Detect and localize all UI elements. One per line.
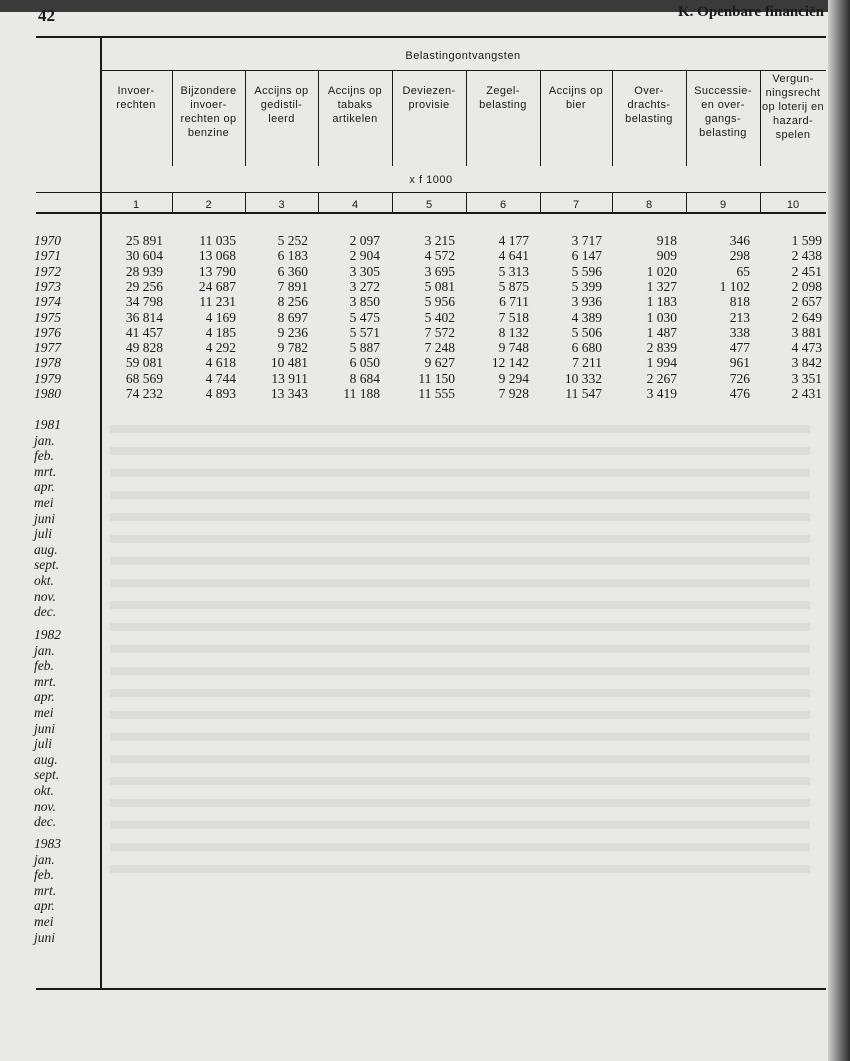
column-header-line: belasting (479, 99, 527, 111)
month-label: feb. (34, 658, 54, 674)
column-header-line: Invoer- (117, 85, 155, 97)
table-cell: 3 351 (791, 370, 822, 386)
column-header-line: Accijns op (254, 85, 309, 97)
table-cell: 298 (729, 248, 750, 264)
table-cell: 6 147 (571, 248, 602, 264)
table-cell: 8 256 (277, 294, 308, 310)
row-year: 1978 (34, 355, 61, 371)
table-cell: 8 684 (349, 370, 380, 386)
table-cell: 41 457 (125, 324, 163, 340)
table-cell: 1 030 (646, 309, 677, 325)
month-label: juli (34, 736, 53, 752)
column-number: 7 (572, 199, 580, 211)
table-cell: 5 596 (571, 263, 602, 279)
table-cell: 11 231 (199, 294, 236, 310)
page-number: 42 (38, 6, 55, 25)
month-label: apr. (34, 479, 55, 495)
table-cell: 2 839 (646, 340, 677, 356)
month-label: jan. (34, 851, 55, 867)
row-year: 1976 (34, 324, 61, 340)
table-cell: 3 936 (571, 294, 602, 310)
table-cell: 9 782 (277, 340, 308, 356)
table-cell: 1 183 (646, 294, 677, 310)
table-cell: 6 050 (349, 355, 380, 371)
table-cell: 818 (729, 294, 750, 310)
super-header: Belastingontvangsten (405, 50, 521, 62)
column-header-line: Over- (634, 85, 664, 97)
table-cell: 4 185 (205, 324, 236, 340)
column-header-line: invoer- (190, 99, 227, 111)
column-header-line: drachts- (627, 99, 671, 111)
table-cell: 3 305 (349, 263, 380, 279)
month-label: apr. (34, 689, 55, 705)
table-cell: 25 891 (125, 233, 163, 248)
table-cell: 2 438 (791, 248, 822, 264)
row-year: 1970 (34, 233, 61, 248)
table-cell: 2 431 (791, 386, 822, 401)
column-number: 1 (132, 199, 140, 211)
column-header (760, 72, 826, 142)
table-cell: 11 188 (343, 386, 380, 401)
table-cell: 7 518 (498, 309, 529, 325)
table-cell: 3 881 (791, 324, 822, 340)
column-header (245, 84, 318, 126)
table-cell: 13 068 (198, 248, 236, 264)
month-label: mei (34, 495, 54, 510)
column-header-line: rechten op (180, 113, 237, 125)
table-cell: 4 572 (424, 248, 455, 264)
table-cell: 477 (729, 340, 750, 356)
table-cell: 24 687 (198, 278, 236, 294)
table-cell: 7 248 (424, 340, 455, 356)
column-header-line: provisie (408, 99, 450, 111)
row-year: 1975 (34, 309, 61, 325)
table-cell: 5 506 (571, 324, 602, 340)
table-cell: 49 828 (125, 340, 163, 356)
table-cell: 36 814 (125, 309, 163, 325)
colnum-top-rule (36, 192, 826, 193)
table-cell: 59 081 (125, 355, 163, 371)
table-cell: 8 697 (277, 309, 308, 325)
month-label: dec. (34, 604, 57, 620)
column-header-line: Successie- (694, 85, 752, 97)
table-cell: 1 020 (646, 263, 677, 279)
column-header-line: rechten (116, 99, 156, 111)
table-cell: 74 232 (125, 386, 163, 401)
column-header-line: Accijns op (548, 85, 604, 97)
table-cell: 4 473 (791, 340, 822, 356)
table-cell: 1 487 (646, 324, 677, 340)
row-year: 1980 (34, 386, 61, 401)
table-cell: 6 360 (277, 263, 308, 279)
table-cell: 9 748 (498, 340, 529, 356)
month-label: mrt. (34, 673, 57, 689)
column-number: 4 (351, 199, 359, 211)
table-cell: 338 (729, 324, 750, 340)
month-label: okt. (34, 573, 54, 588)
block-year: 1981 (34, 417, 61, 432)
month-label: nov. (34, 798, 56, 814)
row-year: 1974 (34, 294, 61, 310)
column-header-line: op loterij en (761, 101, 825, 113)
row-year: 1972 (34, 263, 61, 279)
table-cell: 4 169 (205, 309, 236, 325)
table-cell: 6 680 (571, 340, 602, 356)
column-number: 8 (645, 199, 653, 211)
table-cell: 3 695 (424, 263, 455, 279)
column-header-line: benzine (187, 127, 230, 139)
chapter-title: K. Openbare financiën (678, 4, 824, 20)
column-number: 5 (425, 199, 433, 211)
table-cell: 8 132 (498, 324, 529, 340)
table-cell: 3 419 (646, 386, 677, 401)
column-header-line: ningsrecht (765, 87, 821, 99)
column-number: 3 (278, 199, 285, 211)
table-cell: 5 875 (498, 278, 529, 294)
month-label: sept. (34, 557, 60, 573)
unit-label: x f 1000 (396, 174, 466, 186)
month-label: jan. (34, 432, 55, 448)
table-cell: 726 (729, 370, 750, 386)
month-label: juni (34, 929, 56, 945)
column-header-line: gedistil- (260, 99, 303, 111)
table-cell: 9 627 (424, 355, 455, 371)
table-cell: 5 402 (424, 309, 455, 325)
month-label: mrt. (34, 882, 57, 898)
month-label: okt. (34, 783, 54, 798)
table-cell: 5 252 (277, 233, 308, 248)
table-cell: 13 911 (271, 370, 308, 386)
column-header-line: Bijzondere (180, 85, 237, 97)
table-cell: 2 451 (791, 263, 822, 279)
month-label: feb. (34, 867, 54, 883)
table-cell: 2 267 (646, 370, 677, 386)
table-cell: 13 343 (270, 386, 308, 401)
table-cell: 10 332 (564, 370, 602, 386)
column-header-line: spelen (775, 129, 811, 141)
table-cell: 2 649 (791, 309, 822, 325)
table-cell: 4 292 (205, 340, 236, 356)
show-through-texture (110, 425, 810, 875)
block-year: 1982 (34, 627, 61, 642)
table-cell: 346 (729, 233, 750, 248)
column-number: 10 (786, 199, 800, 211)
column-header-line: bier (566, 99, 586, 111)
table-cell: 6 183 (277, 248, 308, 264)
month-label: juni (34, 510, 56, 526)
table-cell: 5 081 (424, 278, 455, 294)
column-header-line: en over- (701, 99, 745, 111)
table-cell: 11 150 (418, 370, 455, 386)
table-cell: 11 035 (199, 233, 236, 248)
table-cell: 11 547 (565, 386, 602, 401)
column-header (172, 84, 245, 140)
table-cell: 10 481 (270, 355, 308, 371)
table-cell: 2 657 (791, 294, 822, 310)
table-cell: 11 555 (418, 386, 455, 401)
table-cell: 12 142 (491, 355, 529, 371)
month-label: mei (34, 705, 54, 720)
row-year: 1977 (34, 340, 61, 356)
row-year: 1971 (34, 248, 61, 264)
column-header-line: gangs- (704, 113, 742, 125)
month-label: aug. (34, 751, 58, 767)
table-cell: 30 604 (125, 248, 163, 264)
colnum-bottom-rule (36, 212, 826, 214)
table-cell: 4 744 (205, 370, 236, 386)
table-cell: 29 256 (125, 278, 163, 294)
table-cell: 2 098 (791, 278, 822, 294)
column-number: 2 (205, 199, 212, 211)
column-number: 6 (499, 199, 507, 211)
column-header-line: artikelen (332, 113, 378, 125)
column-header (540, 84, 612, 112)
table-cell: 3 215 (424, 233, 455, 248)
block-year: 1983 (34, 836, 61, 851)
table-cell: 1 102 (719, 278, 750, 294)
column-header-line: Accijns op (327, 85, 383, 97)
column-header-line: Deviezen- (402, 85, 456, 97)
table-cell: 5 399 (571, 278, 602, 294)
table-cell: 7 572 (424, 324, 455, 340)
month-label: nov. (34, 588, 56, 604)
table-cell: 4 641 (498, 248, 529, 264)
table-cell: 2 904 (349, 248, 380, 264)
column-header (100, 84, 172, 112)
month-label: jan. (34, 642, 55, 658)
table-cell: 213 (729, 309, 750, 325)
column-header (466, 84, 540, 112)
month-label: feb. (34, 448, 54, 464)
column-header (318, 84, 392, 126)
table-cell: 13 790 (198, 263, 236, 279)
column-header-line: belasting (699, 127, 747, 139)
table-cell: 34 798 (125, 294, 163, 310)
table-cell: 7 891 (277, 278, 308, 294)
column-number: 9 (719, 199, 727, 211)
table-cell: 3 850 (349, 294, 380, 310)
table-cell: 476 (729, 386, 750, 401)
month-label: apr. (34, 898, 55, 914)
month-label: sept. (34, 767, 60, 783)
table-cell: 5 475 (349, 309, 380, 325)
column-header-line: leerd (268, 113, 295, 125)
table-cell: 9 294 (498, 370, 529, 386)
month-label: juni (34, 720, 56, 736)
table-cell: 961 (729, 355, 750, 371)
table-cell: 5 571 (349, 324, 380, 340)
table-cell: 3 842 (791, 355, 822, 371)
table-cell: 4 618 (205, 355, 236, 371)
table-cell: 7 928 (498, 386, 529, 401)
column-header (392, 84, 466, 112)
table-cell: 1 994 (646, 355, 677, 371)
table-cell: 4 893 (205, 386, 236, 401)
table-cell: 4 389 (571, 309, 602, 325)
table-cell: 4 177 (498, 233, 529, 248)
column-header (612, 84, 686, 126)
column-header-line: tabaks (337, 99, 373, 111)
page-binding-shadow (828, 0, 850, 1061)
table-cell: 909 (656, 248, 677, 264)
subheader-rule (100, 70, 826, 71)
column-header-line: Vergun- (772, 73, 814, 85)
table-cell: 28 939 (125, 263, 163, 279)
month-label: dec. (34, 814, 57, 830)
row-year: 1973 (34, 278, 61, 294)
table-cell: 918 (656, 233, 677, 248)
table-bottom-rule (36, 988, 826, 990)
table-cell: 3 272 (349, 278, 380, 294)
column-header-line: hazard- (772, 115, 814, 127)
table-cell: 2 097 (349, 233, 380, 248)
column-header-line: belasting (625, 113, 673, 125)
month-label: aug. (34, 541, 58, 557)
column-header-line: Zegel- (486, 85, 520, 97)
table-cell: 9 236 (277, 324, 308, 340)
month-label: mei (34, 914, 54, 929)
table-cell: 6 711 (499, 294, 529, 310)
table-top-rule (36, 36, 826, 38)
table-cell: 1 327 (646, 278, 677, 294)
table-cell: 5 313 (498, 263, 529, 279)
table-cell: 68 569 (125, 370, 163, 386)
table-cell: 5 887 (349, 340, 380, 356)
month-label: juli (34, 526, 53, 542)
column-header (686, 84, 760, 140)
month-label: mrt. (34, 463, 57, 479)
stub-divider (100, 37, 102, 989)
table-cell: 65 (736, 263, 750, 279)
table-cell: 5 956 (424, 294, 455, 310)
table-cell: 1 599 (791, 233, 822, 248)
table-cell: 3 717 (571, 233, 602, 248)
table-cell: 7 211 (572, 355, 602, 371)
row-year: 1979 (34, 370, 61, 386)
